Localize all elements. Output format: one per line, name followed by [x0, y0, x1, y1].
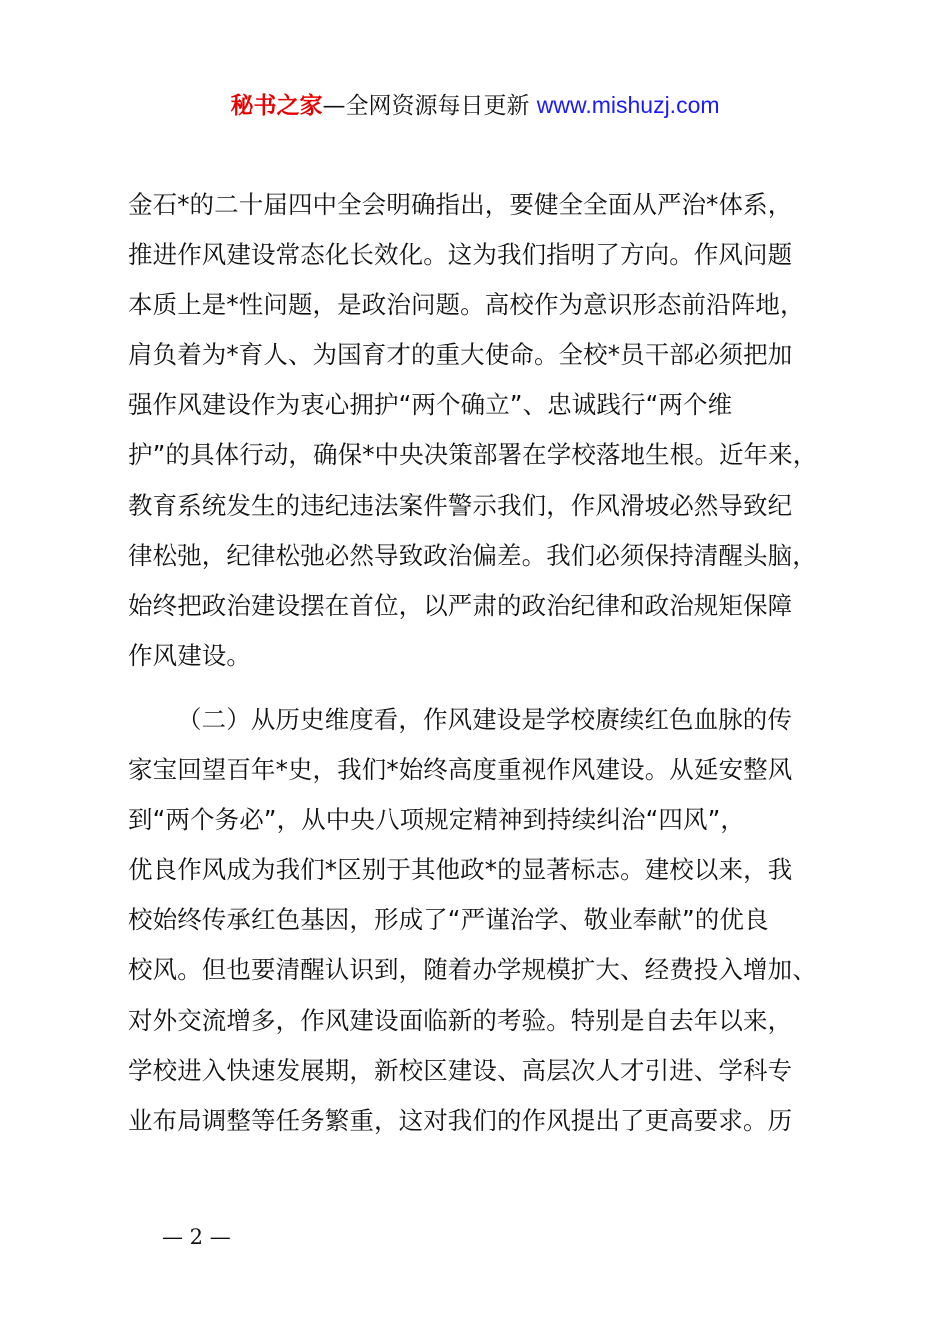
text-line: （二）从历史维度看，作风建设是学校赓续红色血脉的传	[177, 704, 792, 734]
text-line: 学校进入快速发展期，新校区建设、高层次人才引进、学科专	[128, 1055, 793, 1085]
text-line: 家宝回望百年*史，我们*始终高度重视作风建设。从延安整风	[128, 755, 793, 785]
text-line: 校始终传承红色基因，形成了“严谨治学、敬业奉献”的优良	[128, 905, 769, 935]
text-line: 始终把政治建设摆在首位，以严肃的政治纪律和政治规矩保障	[128, 590, 793, 620]
text-line: 本质上是*性问题，是政治问题。高校作为意识形态前沿阵地，	[128, 290, 805, 320]
text-line: 对外交流增多，作风建设面临新的考验。特别是自去年以来，	[128, 1005, 793, 1035]
text-line: 护”的具体行动，确保*中央决策部署在学校落地生根。近年来，	[128, 440, 818, 470]
text-line: 律松弛，纪律松弛必然导致政治偏差。我们必须保持清醒头脑，	[128, 540, 817, 570]
text-line: 业布局调整等任务繁重，这对我们的作风提出了更高要求。历	[128, 1105, 793, 1135]
text-line: 优良作风成为我们*区别于其他政*的显著标志。建校以来，我	[128, 855, 793, 885]
brand-name: 秘书之家	[230, 93, 323, 119]
text-line: 教育系统发生的违纪违法案件警示我们，作风滑坡必然导致纪	[128, 490, 793, 520]
header-tagline: —全网资源每日更新	[322, 93, 537, 119]
text-line: 作风建设。	[128, 640, 251, 670]
paragraph-2	[128, 695, 858, 1146]
text-line: 金石*的二十届四中全会明确指出，要健全全面从严治*体系，	[128, 190, 793, 219]
text-line: 肩负着为*育人、为国育才的重大使命。全校*员干部必须把加	[128, 340, 793, 370]
page-number: — 2 —	[162, 1225, 231, 1249]
text-line: 推进作风建设常态化长效化。这为我们指明了方向。作风问题	[128, 240, 793, 270]
site-header	[0, 88, 950, 123]
text-line: 校风。但也要清醒认识到，随着办学规模扩大、经费投入增加、	[128, 955, 817, 985]
paragraph-1	[128, 180, 858, 681]
site-url[interactable]: www.mishuzj.com	[536, 92, 720, 118]
paragraph-spacer	[128, 681, 858, 695]
document-body	[128, 180, 858, 1146]
text-line: 强作风建设作为衷心拥护“两个确立”、忠诚践行“两个维	[128, 390, 733, 420]
text-line: 到“两个务必”，从中央八项规定精神到持续纠治“四风”，	[128, 805, 745, 835]
